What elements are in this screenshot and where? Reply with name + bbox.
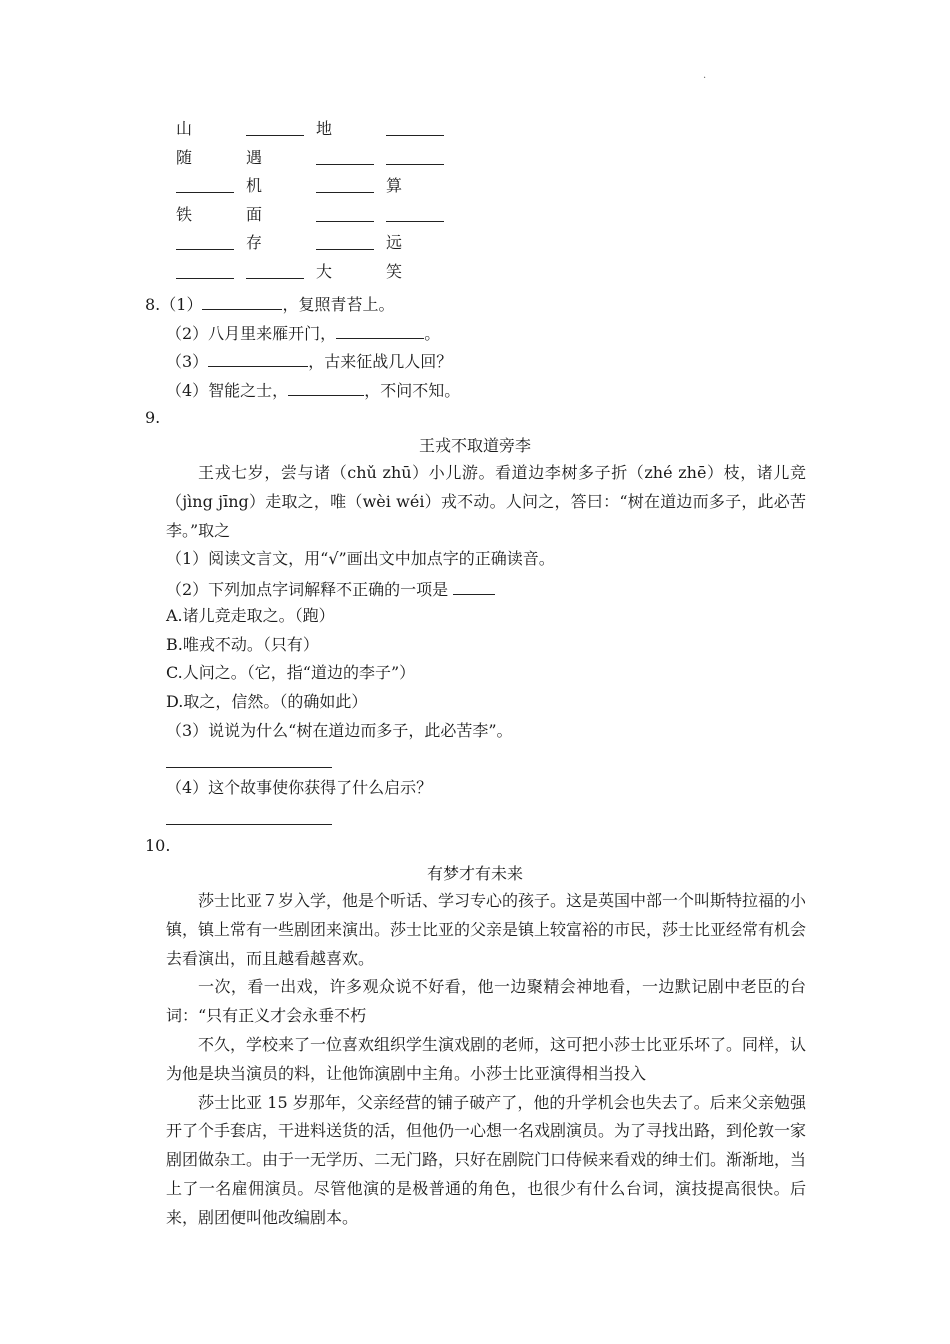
blank-cell[interactable] [386,117,444,143]
q9-sub-question-2 [166,576,495,602]
idiom-cell: 存 [246,233,263,253]
answer-line[interactable] [166,767,332,768]
idiom-cell: 算 [386,176,403,196]
q9-passage-title: 王戎不取道旁李 [418,436,531,455]
q9-passage-text: 王戎七岁，尝与诸（chǔ zhū）小儿游。看道边李树多子折（zhé zhē）枝，诸儿竞（jìng jīng）走取之，唯（wèi wéi）戎不动。人问之，答曰：“树在道边而多子，此必苦李。”取之 [166,463,806,540]
blank-cell[interactable] [316,203,374,229]
q8-number: 8. [145,295,161,314]
q8-item-suffix: ，古来征战几人回？ [308,352,453,371]
blank-cell[interactable] [316,146,374,172]
answer-blank[interactable] [208,348,308,367]
q9-sub-question-3: （3）说说为什么“树在道边而多子，此必苦李”。 [166,721,513,740]
q9-sub-question-4: （4）这个故事使你获得了什么启示？ [166,778,433,797]
answer-blank[interactable] [288,377,364,396]
q9-option-b: B.唯戎不动。（只有） [166,635,319,654]
blank-cell[interactable] [316,231,374,257]
q8-item-1 [145,291,394,317]
q9-passage [166,459,806,545]
q8-item-3 [166,348,452,374]
blank-cell[interactable] [316,174,374,200]
q8-item-suffix: ，复照青苔上。 [282,295,395,314]
q8-item-4 [166,377,460,403]
q8-item-prefix: （3） [166,352,209,371]
q10-paragraph: 不久，学校来了一位喜欢组织学生演戏剧的老师，这可把小莎士比亚乐坏了。同样，认为他是块当演员的料，让他饰演剧中主角。小莎士比亚演得相当投入 [166,1034,807,1083]
blank-cell[interactable] [386,203,444,229]
idiom-row-2 [176,146,476,175]
q8-item-prefix: （2）八月里来雁开门， [166,324,337,343]
q10-passage [166,887,806,1233]
q9-sub-question-2-text: （2）下列加点字词解释不正确的一项是 [166,580,449,599]
idiom-cell: 面 [246,204,263,224]
idiom-cell: 笑 [386,261,403,281]
blank-cell[interactable] [176,231,234,257]
q9-option-d: D.取之，信然。（的确如此） [166,692,368,711]
idiom-cell: 远 [386,233,403,253]
q10-passage-title: 有梦才有未来 [426,864,523,883]
blank-cell[interactable] [386,146,444,172]
q9-option-c: C.人问之。（它，指“道边的李子”） [166,663,416,682]
q8-item-prefix: （4）智能之士， [166,381,289,400]
blank-cell[interactable] [176,260,234,286]
page-dot-mark: . [703,70,707,81]
blank-cell[interactable] [246,117,304,143]
idiom-cell: 遇 [246,147,263,167]
q8-item-suffix: ，不问不知。 [364,381,461,400]
q8-item-suffix: 。 [424,324,441,343]
idiom-cell: 机 [246,176,263,196]
q9-option-a: A.诸儿竞走取之。（跑） [166,606,335,625]
idiom-cell: 大 [316,261,333,281]
idiom-row-5 [176,231,476,260]
idiom-cell: 地 [316,119,333,138]
idiom-row-4 [176,203,476,232]
q9-number: 9. [145,408,161,427]
blank-cell[interactable] [246,260,304,286]
q10-number: 10. [145,836,171,855]
blank-cell[interactable] [176,174,234,200]
q10-paragraph: 莎士比亚 15 岁那年，父亲经营的铺子破产了，他的升学机会也失去了。后来父亲勉强开了个手套店，干进料送货的活，但他仍一心想一名戏剧演员。为了寻找出路，到伦敦一家剧团做杂工。由于一无学历、二无门路，只好在剧院门口侍候来看戏的绅士们。渐渐地，当上了一名雇佣演员。尽管他演的是极普通的角色，也很少有什么台词，演技提高很快。后来，剧团便叫他改编剧本。 [166,1092,807,1227]
answer-blank[interactable] [202,291,282,310]
answer-line[interactable] [166,824,332,825]
idiom-cell: 随 [176,147,193,167]
idiom-row-3 [176,174,476,203]
answer-blank[interactable] [453,576,495,595]
idiom-cell: 山 [176,119,193,138]
answer-blank[interactable] [336,320,424,339]
q9-sub-question-1: （1）阅读文言文，用“√”画出文中加点字的正确读音。 [166,549,555,568]
q10-paragraph: 一次，看一出戏，许多观众说不好看，他一边聚精会神地看，一边默记剧中老臣的台词：“只有正义才会永垂不朽 [166,977,806,1026]
q10-paragraph: 莎士比亚７岁入学，他是个听话、学习专心的孩子。这是英国中部一个叫斯特拉福的小镇，镇上常有一些剧团来演出。莎士比亚的父亲是镇上较富裕的市民，莎士比亚经常有机会去看演出，而且越看越喜欢。 [166,891,807,968]
idiom-grid [176,117,476,289]
q8-item-prefix: （1） [160,295,203,314]
idiom-row-1 [176,117,476,146]
q8-item-2 [166,320,440,346]
idiom-cell: 铁 [176,204,193,224]
idiom-row-6 [176,260,476,289]
